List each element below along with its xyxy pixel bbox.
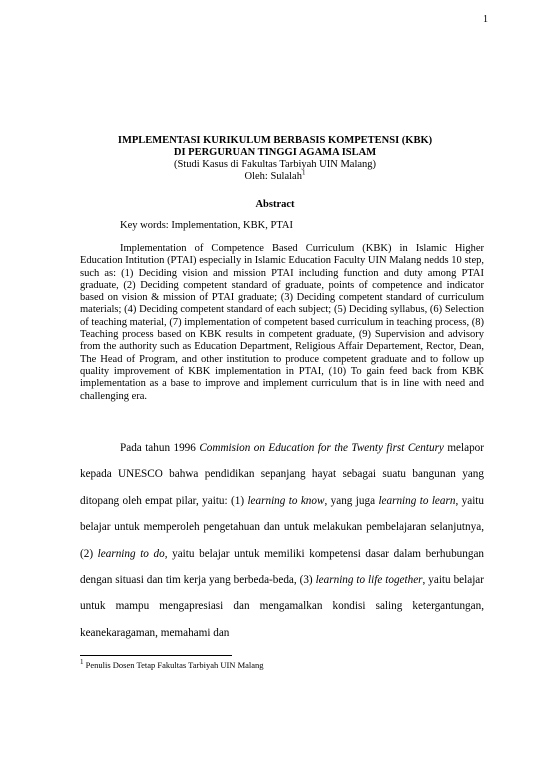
author-name: Oleh: Sulalah xyxy=(244,171,302,182)
text-run: , yaitu belajar untuk memperoleh pengetahuan dan untuk melakukan pembelajaran selanjutnya, (2) xyxy=(80,494,485,560)
footnote-mark: 1 xyxy=(80,658,84,667)
italic-run: Commision on Education for the Twenty first Century xyxy=(199,442,444,454)
case-study-line: (Studi Kasus di Fakultas Tarbiyah UIN Malang) xyxy=(173,159,377,170)
title-line-2: DI PERGURUAN TINGGI AGAMA ISLAM xyxy=(173,147,377,158)
footnote xyxy=(80,660,264,670)
title-line-1: IMPLEMENTASI KURIKULUM BERBASIS KOMPETENSI (KBK) xyxy=(117,135,433,146)
italic-run: learning to life together xyxy=(315,574,423,587)
abstract-body: Implementation of Competence Based Curriculum (KBK) in Islamic Higher Education Intitution (PTAI) especially in Islamic Education Faculty UIN Malang nedds 10 step, such as: (1) Deciding vision and mission PTAI including function and duty among PTAI graduate, (2) Deciding competent standard of graduate, points of competence and indicator based on vision & mission of PTAI graduate; (3) Deciding competent standard of curriculum materials; (4) Deciding competent standard of each subject; (5) Deciding syllabus, (6) Selection of teaching material, (7) implementation of competent based curriculum in teaching process, (8) Teaching process based on KBK results in competent graduate, (9) Supervision and advisory from the authority such as Education Department, Religious Affair Departement, Rector, Dean, The Head of Program, and other institution to produce competent graduate and to follow up quality improvement of KBK implementation in PTAI, (10) To gain feed back from KBK implementation as a base to improve and implement curriculum that is in line with need and challenging era. xyxy=(80,243,484,402)
text-run: Pada tahun 1996 xyxy=(120,442,200,454)
page-number: 1 xyxy=(483,14,488,25)
italic-run: learning to learn xyxy=(378,494,456,507)
italic-run: learning to do xyxy=(97,547,165,560)
text-run: , yang juga xyxy=(324,494,379,507)
main-paragraph xyxy=(80,435,484,646)
author-line xyxy=(0,168,550,183)
keywords: Key words: Implementation, KBK, PTAI xyxy=(120,220,293,231)
text-run: , yaitu belajar untuk memiliki kompetensi dasar dalam berhubungan dengan situasi dan tim kerja yang berbeda-beda, (3) xyxy=(80,547,485,587)
text-run: , yaitu belajar untuk mampu mengapresiasi dan mengamalkan kondisi saling ketergantungan, keanekaragaman, memahami dan xyxy=(80,574,484,639)
abstract-heading: Abstract xyxy=(255,199,295,210)
author-footnote-mark: 1 xyxy=(301,168,306,177)
footnote-rule xyxy=(80,655,232,656)
title-block xyxy=(0,135,550,183)
text-run: melapor kepada UNESCO bahwa pendidikan sepanjang hayat sebagai suatu bangunan yang ditopang oleh empat pilar, yaitu: (1) xyxy=(80,442,484,507)
footnote-text: Penulis Dosen Tetap Fakultas Tarbiyah UIN Malang xyxy=(83,660,264,670)
italic-run: learning to know xyxy=(247,494,325,507)
